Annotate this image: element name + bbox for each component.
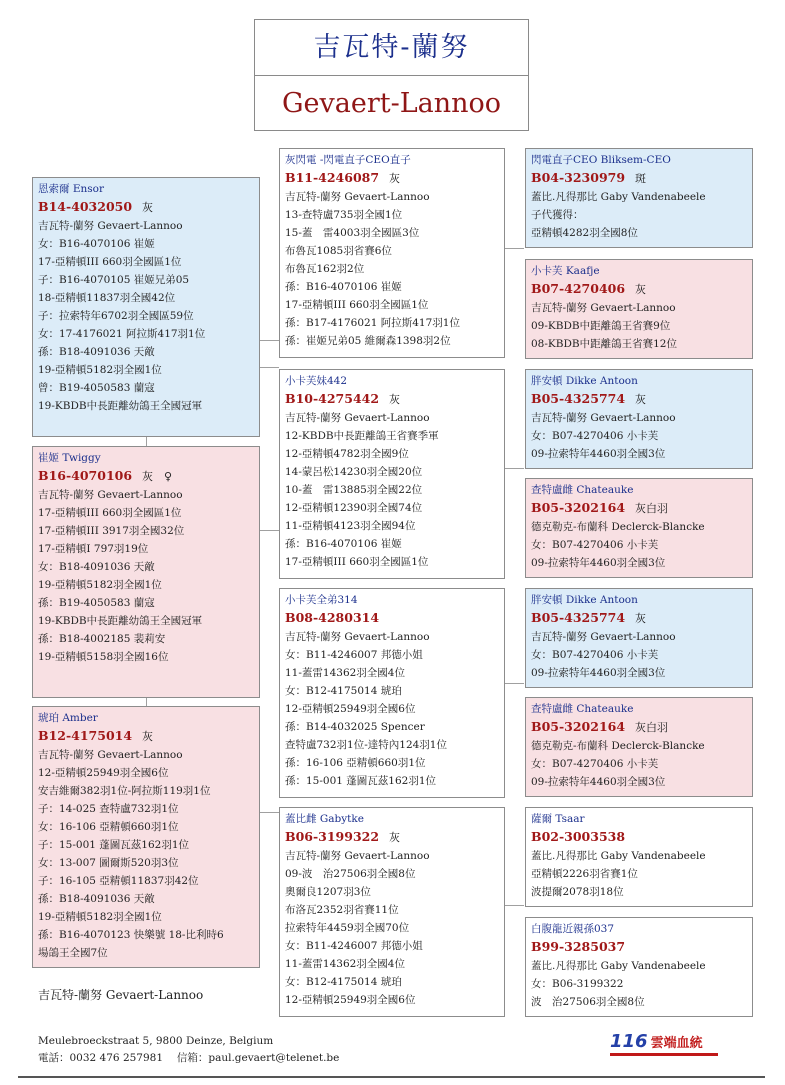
- achievement-line: 女：B06-3199322: [531, 978, 624, 990]
- achievement-line: 吉瓦特-蘭努 Gevaert-Lannoo: [38, 489, 183, 501]
- achievement-line: 波提爾2078羽18位: [531, 886, 624, 898]
- ring-number: B16-4070106 灰 ♀: [38, 468, 173, 483]
- achievement-line: 17-亞精頓III 660羽全國區1位: [285, 556, 429, 568]
- ring-number: B10-4275442 灰: [285, 391, 401, 406]
- bird-name: 小卡芙妹442: [285, 375, 348, 387]
- achievement-line: 孫：15-001 蓬圖瓦茲162羽1位: [285, 775, 437, 787]
- bird-name: 灰閃電 -閃電直子CEO直子: [285, 154, 411, 166]
- pedigree-card-sire: [32, 177, 260, 437]
- achievement-line: 蓋比.凡得那比 Gaby Vandenabeele: [531, 191, 706, 203]
- achievement-line: 子：16-105 亞精頓11837羽42位: [38, 875, 199, 887]
- bird-color: 灰: [142, 201, 154, 214]
- title-box: [254, 19, 529, 131]
- achievement-line: 子：15-001 蓬圖瓦茲162羽1位: [38, 839, 190, 851]
- bird-name: 恩索爾 Ensor: [38, 183, 104, 195]
- achievement-line: 14-蒙呂松14230羽全國20位: [285, 466, 423, 478]
- bird-name: 琥珀 Amber: [38, 712, 98, 724]
- pedigree-card-ggd-4: [525, 917, 753, 1017]
- achievement-line: 吉瓦特-蘭努 Gevaert-Lannoo: [531, 412, 676, 424]
- bird-name: 小卡芙 Kaafje: [531, 265, 600, 277]
- achievement-line: 子：B16-4070105 崔姬兄弟05: [38, 274, 190, 286]
- achievement-line: 女：B07-4270406 小卡芙: [531, 649, 659, 661]
- achievement-line: 孫：B18-4002185 裴莉安: [38, 633, 166, 645]
- achievement-line: 孫：B16-4070106 崔姬: [285, 538, 402, 550]
- pedigree-card-ggs-2: [525, 369, 753, 469]
- ring-number: B11-4246087 灰: [285, 170, 401, 185]
- achievement-line: 19-亞精頓5158羽全國16位: [38, 651, 169, 663]
- pedigree-card-ggd-2: [525, 478, 753, 578]
- achievement-line: 女：B16-4070106 崔姬: [38, 238, 155, 250]
- achievement-line: 德克勒克-布蘭科 Declerck-Blancke: [531, 740, 705, 752]
- ring-number: B99-3285037: [531, 939, 626, 954]
- achievement-line: 蓋比.凡得那比 Gaby Vandenabeele: [531, 850, 706, 862]
- achievement-line: 波 治27506羽全國8位: [531, 996, 645, 1008]
- achievement-line: 吉瓦特-蘭努 Gevaert-Lannoo: [531, 631, 676, 643]
- achievement-line: 女：16-106 亞精頓660羽1位: [38, 821, 179, 833]
- achievement-line: 12-亞精頓4782羽全國9位: [285, 448, 409, 460]
- achievement-line: 11-蓋雷14362羽全國4位: [285, 667, 405, 679]
- pedigree-card-dam: [32, 706, 260, 968]
- achievement-line: 亞精頓4282羽全國8位: [531, 227, 638, 239]
- bird-color: 灰白羽: [635, 502, 669, 515]
- achievement-line: 女：B07-4270406 小卡芙: [531, 758, 659, 770]
- achievement-line: 孫：B18-4091036 天敵: [38, 346, 155, 358]
- achievement-line: 09-波 治27506羽全國8位: [285, 868, 416, 880]
- achievement-line: 子：14-025 查特盧732羽1位: [38, 803, 179, 815]
- bird-color: 灰: [142, 730, 154, 743]
- achievement-line: 13-查特盧735羽全國1位: [285, 209, 403, 221]
- bird-name: 胖安頓 Dikke Antoon: [531, 375, 638, 387]
- ring-number: B04-3230979 斑: [531, 170, 647, 185]
- bird-name: 薩爾 Tsaar: [531, 813, 585, 825]
- ring-number: B05-3202164 灰白羽: [531, 719, 669, 734]
- bird-name: 閃電直子CEO Bliksem-CEO: [531, 154, 671, 166]
- achievement-line: 女：B07-4270406 小卡芙: [531, 539, 659, 551]
- achievement-line: 女：B12-4175014 琥珀: [285, 976, 402, 988]
- ring-number: B07-4270406 灰: [531, 281, 647, 296]
- achievement-line: 孫：B16-4070123 快樂號 18-比利時6: [38, 929, 224, 941]
- achievement-line: 17-亞精頓III 660羽全國區1位: [38, 507, 182, 519]
- achievement-line: 孫：B18-4091036 天敵: [38, 893, 155, 905]
- bird-color: 灰: [635, 612, 647, 625]
- achievement-line: 19-亞精頓5182羽全國1位: [38, 579, 162, 591]
- achievement-line: 女：B18-4091036 天敵: [38, 561, 155, 573]
- achievement-line: 曾：B19-4050583 蘭寇: [38, 382, 155, 394]
- pedigree-card-dam-sire: [279, 588, 505, 798]
- title-english: Gevaert-Lannoo: [281, 88, 502, 119]
- achievement-line: 安吉維爾382羽1位-阿拉斯119羽1位: [38, 785, 211, 797]
- achievement-line: 12-亞精頓25949羽全國6位: [38, 767, 169, 779]
- achievement-line: 吉瓦特-蘭努 Gevaert-Lannoo: [285, 191, 430, 203]
- achievement-line: 布魯瓦162羽2位: [285, 263, 365, 275]
- bottom-divider: [18, 1076, 765, 1078]
- achievement-line: 吉瓦特-蘭努 Gevaert-Lannoo: [285, 412, 430, 424]
- achievement-line: 12-KBDB中長距離鴿王省賽季軍: [285, 430, 439, 442]
- bird-color: 灰: [635, 393, 647, 406]
- achievement-line: 10-蓋 雷13885羽全國22位: [285, 484, 423, 496]
- achievement-line: 德克勒克-布蘭科 Declerck-Blancke: [531, 521, 705, 533]
- achievement-line: 孫：崔姬兄弟05 維爾森1398羽2位: [285, 335, 451, 347]
- connector-line: [504, 683, 524, 684]
- achievement-line: 女：13-007 圖爾斯520羽3位: [38, 857, 179, 869]
- bird-name: 白腹龍近親孫037: [531, 923, 615, 935]
- ring-number: B05-3202164 灰白羽: [531, 500, 669, 515]
- ring-number: B02-3003538: [531, 829, 626, 844]
- bird-color: 斑: [635, 172, 647, 185]
- bird-name: 蓋比雌 Gabytke: [285, 813, 364, 825]
- brand-logo: [610, 1031, 720, 1055]
- achievement-line: 亞精頓2226羽省賽1位: [531, 868, 638, 880]
- bird-name: 小卡芙全弟314: [285, 594, 358, 606]
- ring-number: B06-3199322 灰: [285, 829, 401, 844]
- bird-color: 灰 ♀: [142, 470, 173, 483]
- logo-underline: [610, 1053, 718, 1056]
- ring-number: B05-4325774 灰: [531, 391, 647, 406]
- ring-number: B08-4280314: [285, 610, 380, 625]
- logo-text: 雲端血統: [650, 1036, 703, 1051]
- ring-number: B14-4032050 灰: [38, 199, 154, 214]
- achievement-line: 17-亞精頓III 3917羽全國32位: [38, 525, 185, 537]
- footer-contact: 電話：0032 476 257981 信箱：paul.gevaert@telenet.be: [38, 1052, 340, 1064]
- connector-line: [146, 437, 147, 446]
- achievement-line: 吉瓦特-蘭努 Gevaert-Lannoo: [38, 749, 183, 761]
- bird-color: 灰: [389, 393, 401, 406]
- achievement-line: 查特盧732羽1位-達特內124羽1位: [285, 739, 447, 751]
- achievement-line: 17-亞精頓I 797羽19位: [38, 543, 149, 555]
- achievement-line: 吉瓦特-蘭努 Gevaert-Lannoo: [285, 631, 430, 643]
- bird-color: 灰: [389, 172, 401, 185]
- achievement-line: 11-亞精頓4123羽全國94位: [285, 520, 416, 532]
- pedigree-card-grandsire: [279, 148, 505, 358]
- achievement-line: 女：B12-4175014 琥珀: [285, 685, 402, 697]
- achievement-line: 孫：B19-4050583 蘭寇: [38, 597, 155, 609]
- achievement-line: 女：17-4176021 阿拉斯417羽1位: [38, 328, 206, 340]
- pedigree-card-ggs-1: [525, 148, 753, 248]
- bird-name: 胖安頓 Dikke Antoon: [531, 594, 638, 606]
- achievement-line: 女：B07-4270406 小卡芙: [531, 430, 659, 442]
- achievement-line: 布魯瓦1085羽省賽6位: [285, 245, 392, 257]
- pedigree-card-ggs-3: [525, 588, 753, 688]
- connector-line: [504, 905, 524, 906]
- connector-line: [259, 340, 279, 341]
- bird-name: 查特盧雌 Chateauke: [531, 703, 634, 715]
- footer-breeder-name: 吉瓦特-蘭努 Gevaert-Lannoo: [38, 988, 204, 1002]
- achievement-line: 12-亞精頓25949羽全國6位: [285, 994, 416, 1006]
- achievement-line: 17-亞精頓III 660羽全國區1位: [285, 299, 429, 311]
- achievement-line: 12-亞精頓25949羽全國6位: [285, 703, 416, 715]
- pedigree-card-ggd-1: [525, 259, 753, 359]
- achievement-line: 19-KBDB中長距離幼鴿王全國冠軍: [38, 400, 203, 412]
- achievement-line: 19-KBDB中長距離幼鴿王全國冠軍: [38, 615, 203, 627]
- pedigree-card-dam-dam: [279, 807, 505, 1017]
- pedigree-card-granddam: [279, 369, 505, 579]
- achievement-line: 19-亞精頓5182羽全國1位: [38, 911, 162, 923]
- achievement-line: 吉瓦特-蘭努 Gevaert-Lannoo: [285, 850, 430, 862]
- achievement-line: 09-拉索特年4460羽全國3位: [531, 776, 666, 788]
- connector-line: [146, 697, 147, 706]
- achievement-line: 15-蓋 雷4003羽全國區3位: [285, 227, 420, 239]
- achievement-line: 孫：B14-4032025 Spencer: [285, 721, 425, 733]
- connector-line: [259, 530, 279, 531]
- pedigree-card-subject: [32, 446, 260, 698]
- pedigree-card-ggs-4: [525, 807, 753, 907]
- achievement-line: 拉索特年4459羽全國70位: [285, 922, 410, 934]
- achievement-line: 09-拉索特年4460羽全國3位: [531, 448, 666, 460]
- achievement-line: 女：B11-4246007 邦德小姐: [285, 940, 423, 952]
- achievement-line: 布洛瓦2352羽省賽11位: [285, 904, 399, 916]
- achievement-line: 11-蓋雷14362羽全國4位: [285, 958, 405, 970]
- achievement-line: 孫：16-106 亞精頓660羽1位: [285, 757, 426, 769]
- achievement-line: 09-拉索特年4460羽全國3位: [531, 667, 666, 679]
- achievement-line: 奧爾良1207羽3位: [285, 886, 371, 898]
- achievement-line: 08-KBDB中距離鴿王省賽12位: [531, 338, 677, 350]
- footer-address: Meulebroeckstraat 5, 9800 Deinze, Belgium: [38, 1035, 274, 1047]
- achievement-line: 09-拉索特年4460羽全國3位: [531, 557, 666, 569]
- bird-name: 查特盧雌 Chateauke: [531, 484, 634, 496]
- achievement-line: 子代獲得：: [531, 209, 584, 221]
- achievement-line: 子：拉索特年6702羽全國區59位: [38, 310, 194, 322]
- bird-color: 灰: [389, 831, 401, 844]
- achievement-line: 場鴿王全國7位: [38, 947, 108, 959]
- achievement-line: 09-KBDB中距離鴿王省賽9位: [531, 320, 671, 332]
- achievement-line: 吉瓦特-蘭努 Gevaert-Lannoo: [38, 220, 183, 232]
- achievement-line: 17-亞精頓III 660羽全國區1位: [38, 256, 182, 268]
- footer-contact-block: [38, 1033, 339, 1067]
- bird-name: 崔姬 Twiggy: [38, 452, 101, 464]
- achievement-line: 女：B11-4246007 邦德小姐: [285, 649, 423, 661]
- connector-line: [504, 468, 524, 469]
- achievement-line: 孫：B17-4176021 阿拉斯417羽1位: [285, 317, 460, 329]
- achievement-line: 18-亞精頓11837羽全國42位: [38, 292, 176, 304]
- bird-color: 灰白羽: [635, 721, 669, 734]
- connector-line: [259, 367, 279, 368]
- bird-color: 灰: [635, 283, 647, 296]
- ring-number: B05-4325774 灰: [531, 610, 647, 625]
- title-chinese: 吉瓦特-蘭努: [255, 20, 528, 76]
- logo-number: 116: [610, 1031, 648, 1052]
- achievement-line: 孫：B16-4070106 崔姬: [285, 281, 402, 293]
- connector-line: [259, 812, 279, 813]
- ring-number: B12-4175014 灰: [38, 728, 154, 743]
- connector-line: [504, 248, 524, 249]
- achievement-line: 吉瓦特-蘭努 Gevaert-Lannoo: [531, 302, 676, 314]
- achievement-line: 19-亞精頓5182羽全國1位: [38, 364, 162, 376]
- pedigree-card-ggd-3: [525, 697, 753, 797]
- achievement-line: 12-亞精頓12390羽全國74位: [285, 502, 423, 514]
- achievement-line: 蓋比.凡得那比 Gaby Vandenabeele: [531, 960, 706, 972]
